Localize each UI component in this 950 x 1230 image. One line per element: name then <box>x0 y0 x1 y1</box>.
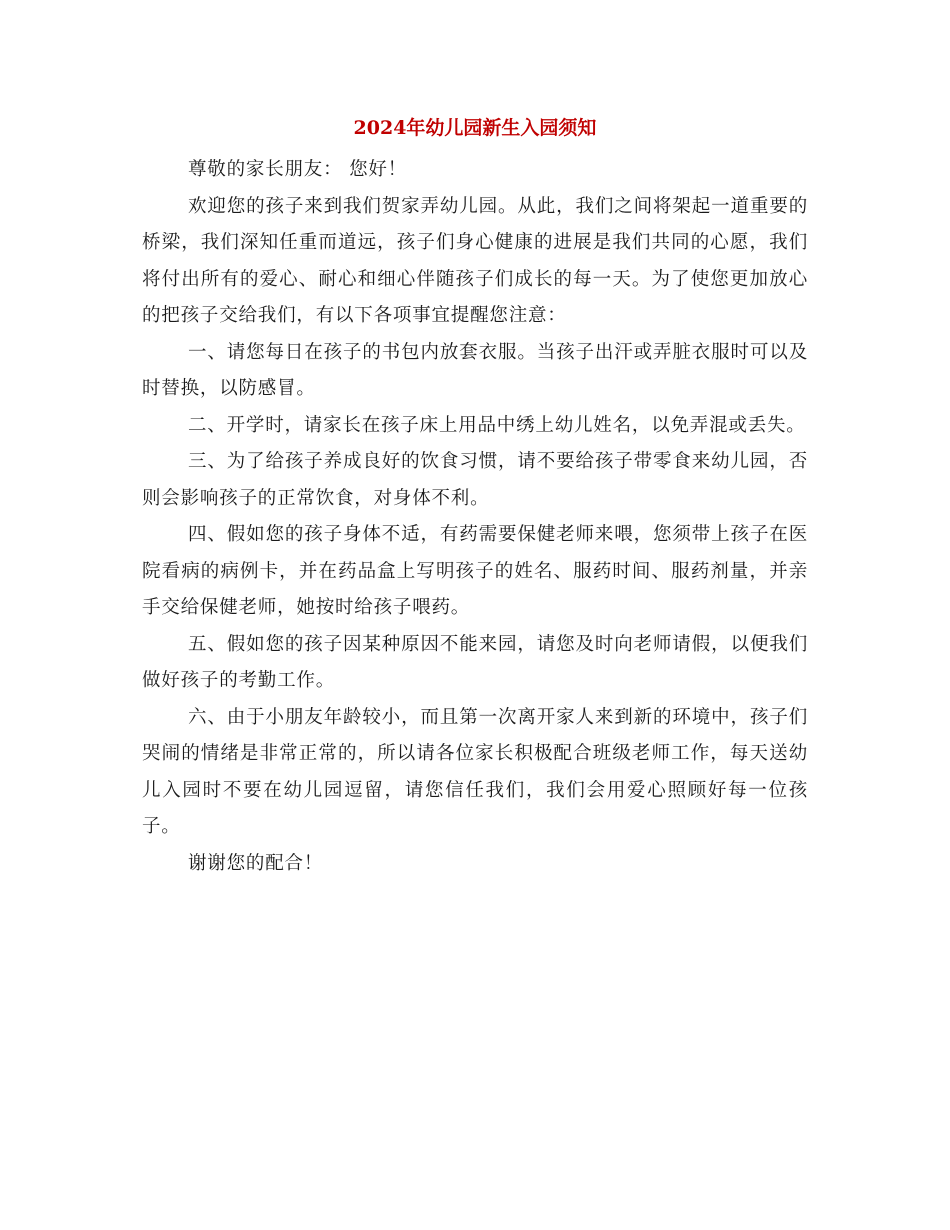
notice-item-4: 四、假如您的孩子身体不适，有药需要保健老师来喂，您须带上孩子在医院看病的病例卡，并在药品盒上写明孩子的姓名、服药时间、服药剂量，并亲手交给保健老师，她按时给孩子喂药。 <box>142 524 808 618</box>
welcome-paragraph: 欢迎您的孩子来到我们贺家弄幼儿园。从此，我们之间将架起一道重要的桥梁，我们深知任重而道远，孩子们身心健康的进展是我们共同的心愿，我们将付出所有的爱心、耐心和细心伴随孩子们成长的每一天。为了使您更加放心的把孩子交给我们，有以下各项事宜提醒您注意： <box>142 195 808 326</box>
greeting-paragraph: 尊敬的家长朋友： 您好！ <box>188 159 407 180</box>
notice-item-6: 六、由于小朋友年龄较小，而且第一次离开家人来到新的环境中，孩子们哭闹的情绪是非常正常的，所以请各位家长积极配合班级老师工作，每天送幼儿入园时不要在幼儿园逗留，请您信任我们，我们会用爱心照顾好每一位孩子。 <box>142 706 808 837</box>
notice-item-5: 五、假如您的孩子因某种原因不能来园，请您及时向老师请假，以便我们做好孩子的考勤工作。 <box>142 633 808 691</box>
notice-item-3: 三、为了给孩子养成良好的饮食习惯，请不要给孩子带零食来幼儿园，否则会影响孩子的正常饮食，对身体不利。 <box>142 451 808 509</box>
notice-item-2: 二、开学时，请家长在孩子床上用品中绣上幼儿姓名，以免弄混或丢失。 <box>188 414 806 436</box>
notice-item-1: 一、请您每日在孩子的书包内放套衣服。当孩子出汗或弄脏衣服时可以及时替换，以防感冒。 <box>142 341 808 399</box>
closing-paragraph: 谢谢您的配合！ <box>188 852 324 874</box>
document-page <box>142 110 808 882</box>
document-title: 2024年幼儿园新生入园须知 <box>353 117 597 139</box>
